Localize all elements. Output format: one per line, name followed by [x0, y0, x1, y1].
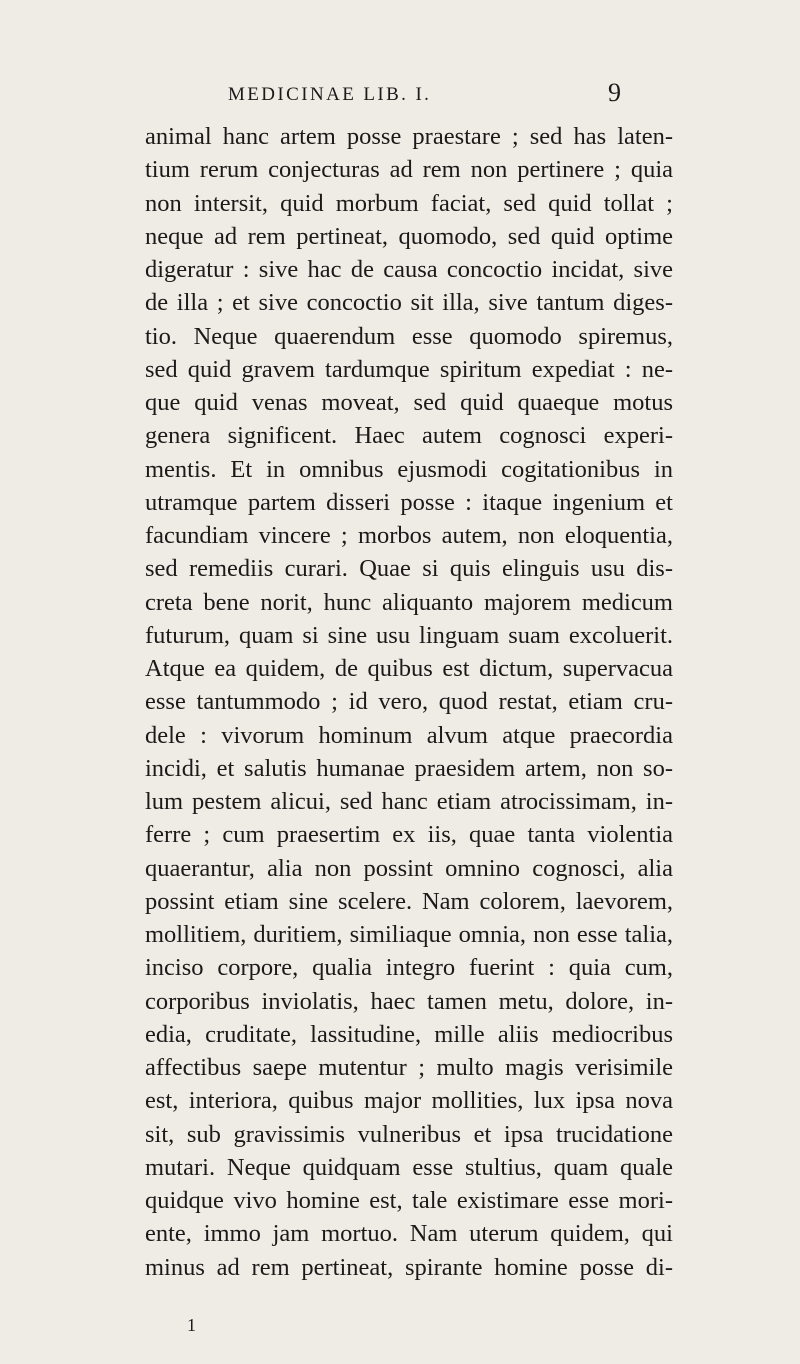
text-line: neque ad rem pertineat, quomodo, sed quid optime [145, 222, 673, 250]
text-line: digeratur : sive hac de causa concoctio incidat, sive [145, 256, 673, 283]
text-line: affectibus saepe mutentur ; multo magis verisimile [145, 1054, 673, 1081]
text-line: dele : vivorum hominum alvum atque praecordia [145, 721, 673, 749]
text-line: incidi, et salutis humanae praesidem artem, non so- [145, 754, 673, 782]
text-line: quidque vivo homine est, tale existimare esse mori- [145, 1187, 673, 1214]
text-line: est, interiora, quibus major mollities, lux ipsa nova [145, 1087, 673, 1115]
text-line: minus ad rem pertineat, spirante homine posse di- [145, 1253, 673, 1281]
text-line: facundiam vincere ; morbos autem, non eloquentia, [145, 522, 673, 549]
page-number: 9 [608, 78, 621, 107]
running-head [0, 78, 800, 108]
running-head-title: MEDICINAE LIB. I. [228, 84, 432, 105]
text-line: sed remediis curari. Quae si quis elinguis usu dis- [145, 555, 673, 583]
text-line: futurum, quam si sine usu linguam suam excoluerit. [145, 621, 673, 649]
text-line: quaerantur, alia non possint omnino cognosci, alia [145, 854, 673, 882]
text-line: edia, cruditate, lassitudine, mille aliis mediocribus [145, 1020, 673, 1048]
text-line: possint etiam sine scelere. Nam colorem, laevorem, [145, 887, 673, 915]
text-line: animal hanc artem posse praestare ; sed has laten- [145, 123, 673, 150]
text-line: tio. Neque quaerendum esse quomodo spiremus, [145, 322, 673, 350]
text-line: lum pestem alicui, sed hanc etiam atrocissimam, in- [145, 788, 673, 815]
text-line: mentis. Et in omnibus ejusmodi cogitationibus in [145, 455, 673, 483]
text-line: inciso corpore, qualia integro fuerint : quia cum, [145, 954, 673, 982]
text-line: mollitiem, duritiem, similiaque omnia, non esse talia, [145, 921, 673, 948]
text-line: Atque ea quidem, de quibus est dictum, supervacua [145, 655, 673, 682]
text-line: sed quid gravem tardumque spiritum expediat : ne- [145, 355, 673, 383]
text-line: genera significent. Haec autem cognosci experi- [145, 422, 673, 450]
text-line: utramque partem disseri posse : itaque ingenium et [145, 488, 673, 516]
text-line: non intersit, quid morbum faciat, sed quid tollat ; [145, 189, 673, 217]
text-line: tium rerum conjecturas ad rem non pertinere ; quia [145, 156, 673, 184]
text-line: de illa ; et sive concoctio sit illa, sive tantum diges- [145, 289, 673, 317]
text-line: esse tantummodo ; id vero, quod restat, etiam cru- [145, 688, 673, 716]
text-line: ferre ; cum praesertim ex iis, quae tanta violentia [145, 821, 673, 849]
text-line: creta bene norit, hunc aliquanto majorem medicum [145, 588, 673, 616]
text-line: que quid venas moveat, sed quid quaeque motus [145, 389, 673, 416]
text-line: corporibus inviolatis, haec tamen metu, dolore, in- [145, 987, 673, 1015]
text-line: sit, sub gravissimis vulneribus et ipsa trucidatione [145, 1120, 673, 1148]
body-text [145, 120, 673, 1284]
text-line: mutari. Neque quidquam esse stultius, quam quale [145, 1153, 673, 1181]
text-line: ente, immo jam mortuo. Nam uterum quidem, qui [145, 1220, 673, 1248]
signature-mark: 1 [187, 1315, 196, 1335]
